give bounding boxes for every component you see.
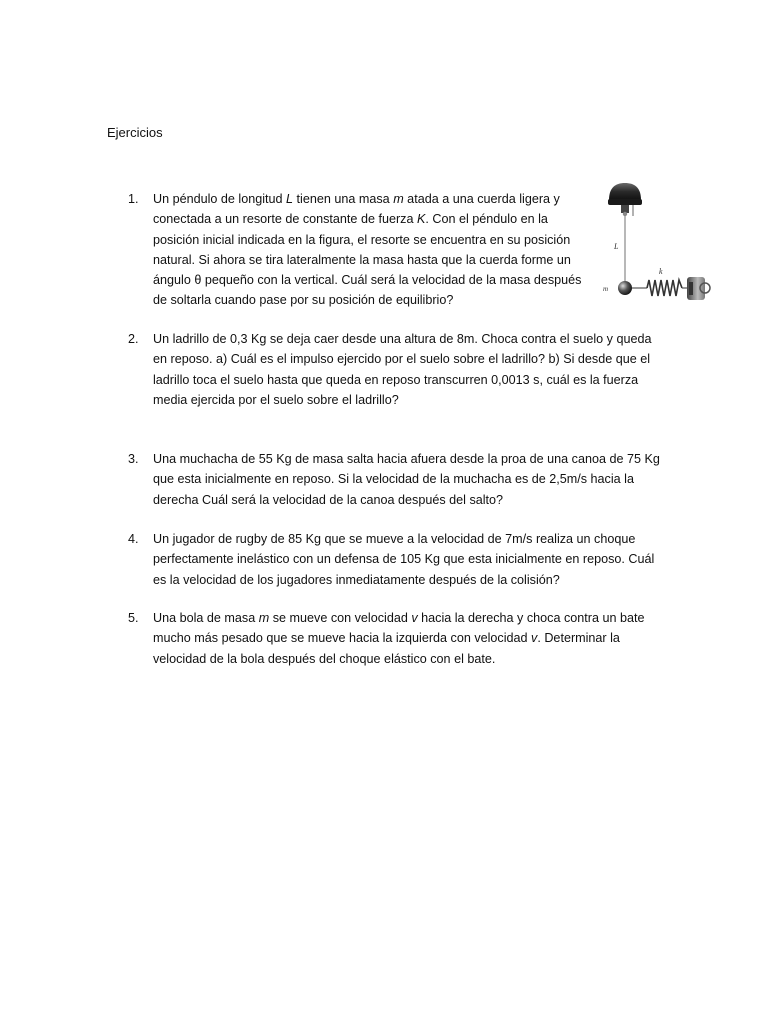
exercise-text [153, 329, 651, 410]
exercise-text-line [153, 209, 581, 229]
exercise-number: 3. [128, 452, 139, 466]
text-segment: . Determinar la [537, 631, 620, 646]
exercise-text [153, 449, 660, 510]
exercise-text-line [153, 529, 654, 549]
text-segment: posición inicial indicada en la figura, el resorte se encuentra en su posición [153, 232, 571, 247]
text-segment: es la velocidad de los jugadores inmediatamente después de la colisión? [153, 572, 560, 587]
exercise-text-line [153, 329, 651, 349]
exercise-text [153, 529, 654, 590]
exercise-text-line [153, 189, 581, 209]
exercise-text-line [153, 370, 651, 390]
text-segment: Una muchacha de 55 Kg de masa salta hacia afuera desde la proa de una canoa de 75 Kg [153, 452, 660, 466]
variable-symbol: K [416, 212, 426, 227]
exercise-text-line [153, 490, 660, 510]
exercise-text-line [153, 390, 651, 410]
exercise-number: 2. [128, 332, 139, 346]
text-segment: de soltarla cuando pase por su posición de equilibrio? [153, 293, 454, 308]
text-segment: media ejercida por el suelo sobre el ladrillo? [153, 392, 399, 407]
variable-symbol: m [258, 611, 270, 625]
pendulum-spring-figure [597, 178, 715, 310]
text-segment: Una bola de masa [153, 611, 259, 625]
exercise-number: 4. [128, 532, 139, 546]
exercise-text-line [153, 549, 654, 569]
spring-constant-label: k [659, 267, 663, 276]
exercise-text-line [153, 570, 654, 590]
pendulum-spring-diagram [597, 178, 715, 310]
text-segment: Un ladrillo de 0,3 Kg se deja caer desde una altura de 8m. Choca contra el suelo y queda [153, 332, 652, 346]
text-segment: ángulo θ pequeño con la vertical. Cuál será la velocidad de la masa después [153, 273, 582, 288]
text-segment: Un jugador de rugby de 85 Kg que se mueve a la velocidad de 7m/s realiza un choque [153, 532, 636, 546]
variable-symbol: v [531, 631, 538, 646]
exercise-text-line [153, 628, 644, 648]
text-segment: se mueve con velocidad [269, 611, 412, 625]
clamp-icon [608, 183, 642, 216]
text-segment: velocidad de la bola después del choque elástico con el bate. [153, 651, 496, 666]
exercise-text-line [153, 649, 644, 669]
text-segment: perfectamente inelástico con un defensa de 105 Kg que esta inicialmente en reposo. Cuál [153, 552, 655, 567]
text-segment: atada a una cuerda ligera y [403, 192, 560, 206]
exercise-text-line [153, 469, 660, 489]
exercise-number: 1. [128, 192, 139, 206]
text-segment: derecha Cuál será la velocidad de la canoa después del salto? [153, 492, 504, 507]
exercise-text-line [153, 290, 581, 310]
text-segment: . Con el péndulo en la [425, 212, 548, 227]
text-segment: Un péndulo de longitud [153, 192, 287, 206]
mass-ball-icon [618, 281, 632, 295]
text-segment: tienen una masa [293, 192, 394, 206]
text-segment: conectada a un resorte de constante de fuerza [153, 212, 417, 227]
exercise-text-line [153, 349, 651, 369]
exercise-number: 5. [128, 611, 139, 625]
exercise-text-line [153, 230, 581, 250]
page-title: Ejercicios [107, 125, 163, 140]
text-segment: natural. Si ahora se tira lateralmente la masa hasta que la cuerda forme un [153, 252, 571, 267]
exercise-text-line [153, 608, 644, 628]
mass-label: m [603, 285, 609, 293]
variable-symbol: L [286, 192, 294, 206]
spring-icon [631, 280, 687, 296]
exercise-text [153, 608, 644, 669]
length-label: L [614, 242, 619, 251]
text-segment: en reposo. a) Cuál es el impulso ejercido por el suelo sobre el ladrillo? b) Si desde que el [153, 352, 651, 367]
exercise-text-line [153, 449, 660, 469]
exercise-text-line [153, 250, 581, 270]
text-segment: que esta inicialmente en reposo. Si la velocidad de la muchacha es de 2,5m/s hacia la [153, 472, 634, 487]
variable-symbol: v [411, 611, 418, 625]
variable-symbol: m [393, 192, 404, 206]
exercise-text-line [153, 270, 581, 290]
exercise-text [153, 189, 581, 311]
text-segment: mucho más pesado que se mueve hacia la izquierda con velocidad [153, 631, 532, 646]
text-segment: ladrillo toca el suelo hasta que queda en reposo transcurren 0,0013 s, cuál es la fuerza [153, 372, 639, 387]
wall-block-icon [687, 277, 710, 300]
text-segment: hacia la derecha y choca contra un bate [417, 611, 645, 625]
